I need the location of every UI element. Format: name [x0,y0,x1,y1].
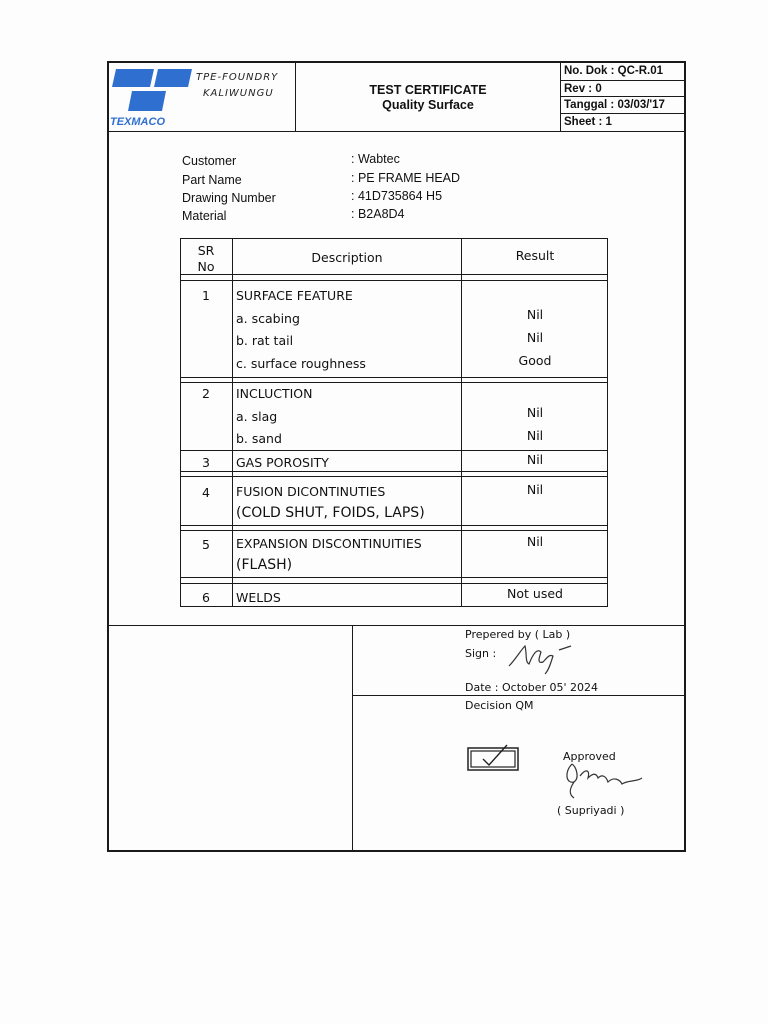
prepared-by-label: Prepered by ( Lab ) [465,628,571,641]
signature-scribble-icon [560,758,646,802]
approver-name: ( Supriyadi ) [557,804,625,817]
table-row-result: Nil [526,307,544,322]
label-material: Material [182,209,227,223]
value-material: : B2A8D4 [351,207,405,221]
table-row-desc: EXPANSION DISCONTINUITIES [236,536,422,551]
label-drawing-number: Drawing Number [182,191,276,205]
footer-divider [107,625,686,626]
header-row-line-3 [560,113,686,114]
col-header-no: No [197,259,215,274]
table-row-sr: 4 [202,485,210,500]
table-row-result: Nil [526,482,544,497]
table-row-desc: a. slag [236,409,278,424]
sign-label: Sign : [465,647,497,660]
table-row-result: Nil [526,534,544,549]
table-row-result: Not used [507,586,563,601]
table-row-result: Nil [526,405,544,420]
table-row-desc: c. surface roughness [236,356,366,371]
approved-label: Approved [563,750,616,763]
table-row-result: Nil [526,452,544,467]
table-row-desc: (FLASH) [236,557,293,573]
table-row-desc: INCLUCTION [236,386,313,401]
doc-number: No. Dok : QC-R.01 [564,65,664,77]
label-customer: Customer [182,154,237,168]
prepared-date: Date : October 05' 2024 [465,681,599,694]
header-row-line-2 [560,96,686,97]
table-row-result: Nil [526,428,544,443]
table-row-sr: 3 [202,455,210,470]
table-row-desc: FUSION DICONTINUTIES [236,484,386,499]
table-row-sr: 6 [202,590,210,605]
doc-sheet: Sheet : 1 [564,116,612,128]
label-part-name: Part Name [182,173,242,187]
table-row-desc: a. scabing [236,311,300,326]
table-row-desc: b. sand [236,431,282,446]
document-title: TEST CERTIFICATE [369,83,487,97]
header-row-line-1 [560,80,686,81]
table-row-sr: 5 [202,537,210,552]
logo-text: TEXMACO [110,116,165,128]
company-logo [110,67,194,120]
table-row-desc: SURFACE FEATURE [236,288,353,303]
table-row-sr: 1 [202,288,210,303]
table-row-desc: (COLD SHUT, FOIDS, LAPS) [236,505,425,521]
document-subtitle: Quality Surface [382,98,474,112]
value-part-name: : PE FRAME HEAD [351,171,461,185]
approval-checkbox [467,743,523,778]
qm-signature [560,758,646,807]
value-drawing-number: : 41D735864 H5 [351,189,443,203]
footer-row-divider [352,695,686,696]
header-divider [107,131,686,132]
table-row-desc: GAS POROSITY [236,455,329,470]
doc-date: Tanggal : 03/03/'17 [564,99,665,111]
lab-signature [507,640,577,681]
checkmark-box-icon [467,743,523,773]
table-row-result: Good [518,353,552,368]
table-row-desc: WELDS [236,590,281,605]
signature-scribble-icon [507,640,577,676]
col-header-result: Result [515,248,555,263]
table-row-result: Nil [526,330,544,345]
footer-col-divider [352,625,353,852]
value-customer: : Wabtec [351,152,400,166]
handwritten-location: KALIWUNGU [203,88,274,99]
col-header-description: Description [311,250,383,265]
table-row-sr: 2 [202,386,210,401]
texmaco-logo-icon [110,67,194,115]
col-header-sr: SR [197,243,215,258]
table-row-desc: b. rat tail [236,333,294,348]
doc-revision: Rev : 0 [564,83,602,95]
handwritten-foundry: TPE-FOUNDRY [196,72,279,83]
decision-qm-label: Decision QM [465,699,534,712]
